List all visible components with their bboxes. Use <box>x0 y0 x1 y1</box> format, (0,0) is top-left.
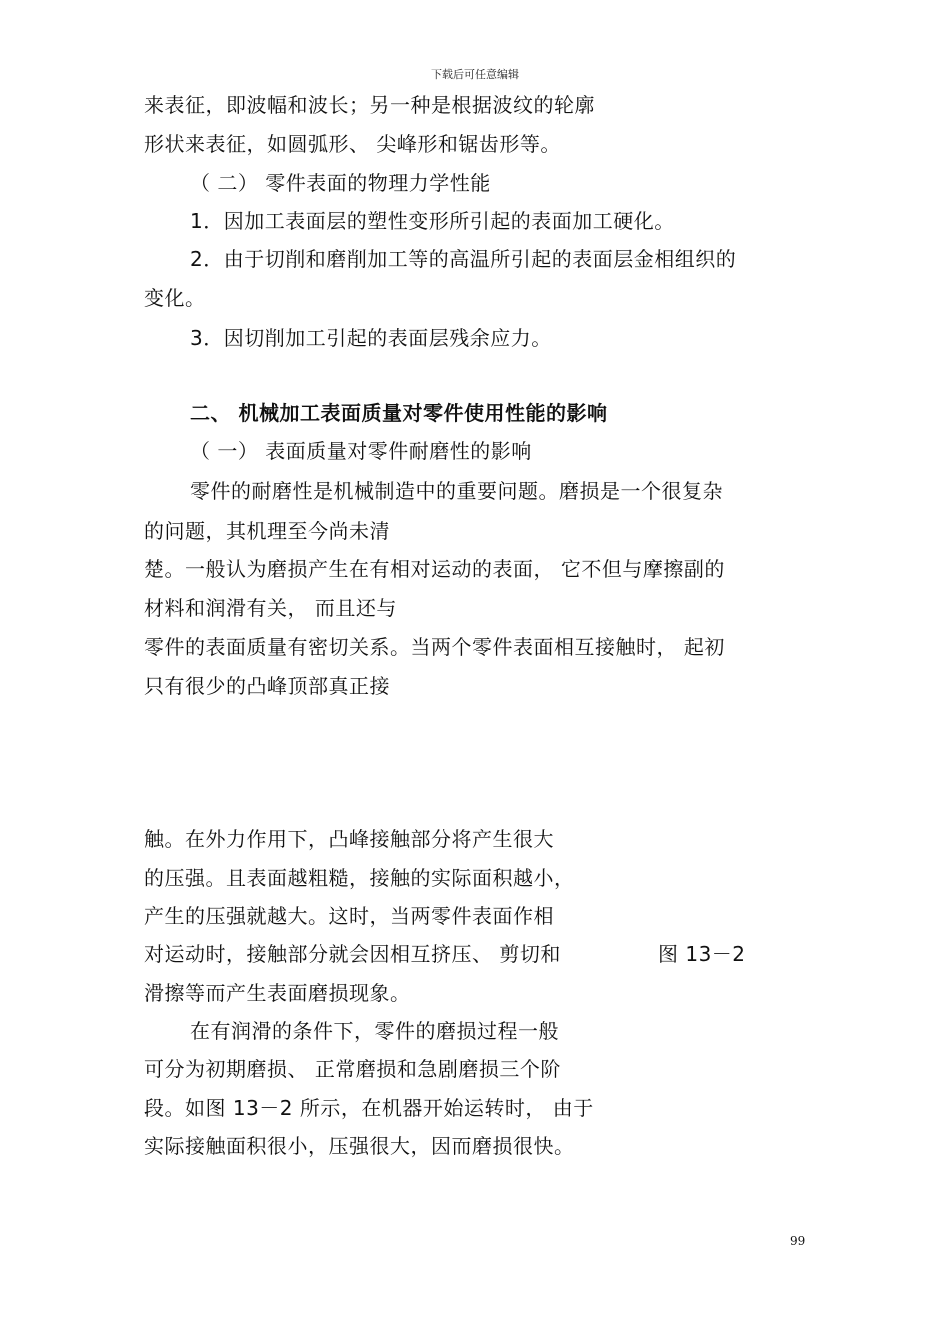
text-line: 在有润滑的条件下，零件的磨损过程一般 <box>190 1019 559 1043</box>
text-line: 对运动时，接触部分就会因相互挤压、 剪切和 <box>144 942 561 966</box>
text-line: 滑擦等而产生表面磨损现象。 <box>144 981 411 1005</box>
text-line: 材料和润滑有关， 而且还与 <box>144 596 397 620</box>
text-line: 1．因加工表面层的塑性变形所引起的表面加工硬化。 <box>190 209 675 233</box>
section-subheading: （ 一） 表面质量对零件耐磨性的影响 <box>190 439 532 463</box>
text-line: 的问题，其机理至今尚未清 <box>144 519 390 543</box>
text-line: 来表征，即波幅和波长；另一种是根据波纹的轮廓 <box>144 93 595 117</box>
section-subheading: （ 二） 零件表面的物理力学性能 <box>190 171 491 195</box>
text-line: 产生的压强就越大。这时，当两零件表面作相 <box>144 904 554 928</box>
text-line: 的压强。且表面越粗糙，接触的实际面积越小， <box>144 866 575 890</box>
text-line: 形状来表征，如圆弧形、 尖峰形和锯齿形等。 <box>144 132 561 156</box>
text-line: 楚。一般认为磨损产生在有相对运动的表面， 它不但与摩擦副的 <box>144 557 725 581</box>
text-line: 只有很少的凸峰顶部真正接 <box>144 674 390 698</box>
header-note: 下载后可任意编辑 <box>431 68 519 81</box>
text-line: 可分为初期磨损、 正常磨损和急剧磨损三个阶 <box>144 1057 561 1081</box>
section-heading: 二、 机械加工表面质量对零件使用性能的影响 <box>190 401 608 425</box>
text-line: 段。如图 13－2 所示，在机器开始运转时， 由于 <box>144 1096 594 1120</box>
text-line: 3．因切削加工引起的表面层残余应力。 <box>190 326 552 350</box>
text-line: 变化。 <box>144 286 206 310</box>
text-line: 2．由于切削和磨削加工等的高温所引起的表面层金相组织的 <box>190 247 737 271</box>
text-line: 零件的耐磨性是机械制造中的重要问题。磨损是一个很复杂 <box>190 479 723 503</box>
page-number: 99 <box>790 1234 806 1248</box>
figure-caption: 图 13－2 <box>658 942 746 966</box>
text-line: 零件的表面质量有密切关系。当两个零件表面相互接触时， 起初 <box>144 635 725 659</box>
text-line: 触。在外力作用下，凸峰接触部分将产生很大 <box>144 827 554 851</box>
text-line: 实际接触面积很小，压强很大，因而磨损很快。 <box>144 1134 575 1158</box>
